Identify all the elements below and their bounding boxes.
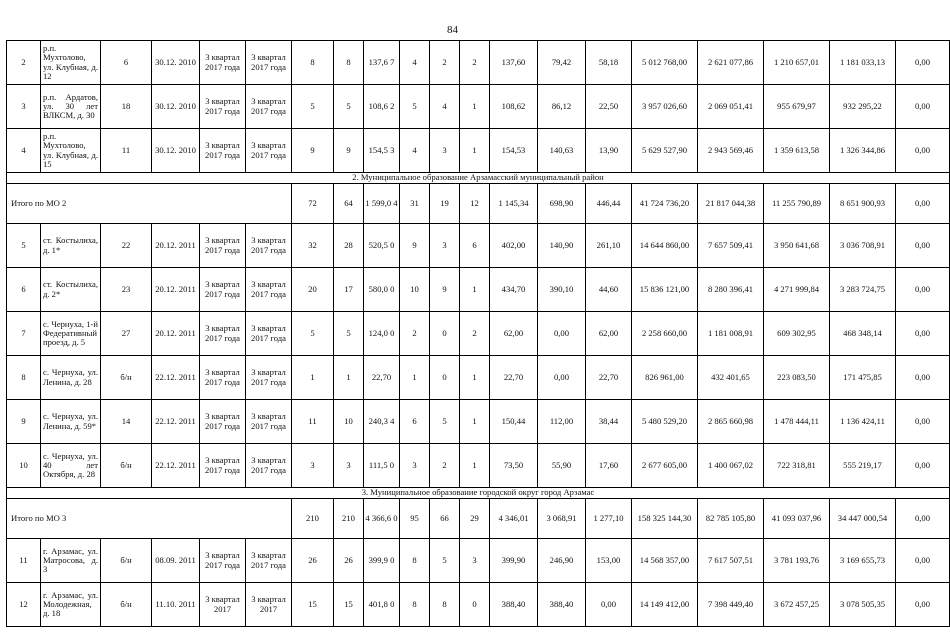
actual-resettlement: 3 квартал 2017 [246,583,292,627]
rooms-municipal: 1 [460,268,490,312]
total-fund-cost: 21 817 044,38 [698,184,764,224]
total-cost: 14 644 860,00 [632,224,698,268]
total-local-cost: 8 651 900,93 [830,184,896,224]
resettled-area: 22,70 [490,356,538,400]
rooms-privately-owned: 2 [430,41,460,85]
extra-cost: 0,00 [896,356,950,400]
rooms-municipal: 1 [460,400,490,444]
actual-resettlement: 3 квартал 2017 года [246,268,292,312]
planned-resettlement: 3 квартал 2017 года [200,539,246,583]
private-area: 0,00 [538,356,586,400]
total-label: Итого по МО 3 [7,499,292,539]
row-number: 3 [7,85,41,129]
resettled-count: 26 [334,539,364,583]
rooms-privately-owned: 3 [430,129,460,173]
planned-resettlement: 3 квартал 2017 года [200,400,246,444]
fund-cost: 7 657 509,41 [698,224,764,268]
total-rooms-total: 95 [400,499,430,539]
total-area: 111,5 0 [364,444,400,488]
total-total-area: 1 599,0 4 [364,184,400,224]
total-fund-cost: 82 785 105,80 [698,499,764,539]
local-cost: 1 326 344,86 [830,129,896,173]
planned-resettlement: 3 квартал 2017 года [200,268,246,312]
private-area: 140,90 [538,224,586,268]
total-label: Итого по МО 2 [7,184,292,224]
resettled-area: 108,62 [490,85,538,129]
rooms-privately-owned: 2 [430,444,460,488]
address: р.п. Мухтолово, ул. Клубная, д. 12 [41,41,101,85]
residents-count: 1 [292,356,334,400]
extra-cost: 0,00 [896,224,950,268]
table-row [7,400,950,444]
planned-resettlement: 3 квартал 2017 года [200,312,246,356]
house-number: 23 [101,268,152,312]
total-cost: 5 012 768,00 [632,41,698,85]
planned-resettlement: 3 квартал 2017 года [200,41,246,85]
section-title: 3. Муниципальное образование городской округ город Арзамас [7,488,950,499]
section-header-row [7,173,950,184]
table-row [7,356,950,400]
municipal-area: 17,60 [586,444,632,488]
table-row [7,444,950,488]
actual-resettlement: 3 квартал 2017 года [246,356,292,400]
row-number: 9 [7,400,41,444]
municipal-area: 261,10 [586,224,632,268]
total-cost: 2 677 605,00 [632,444,698,488]
extra-cost: 0,00 [896,41,950,85]
municipal-area: 22,70 [586,356,632,400]
total-municipal-area: 1 277,10 [586,499,632,539]
rooms-total: 2 [400,312,430,356]
resettled-count: 1 [334,356,364,400]
address: ст. Костылиха, д. 2* [41,268,101,312]
total-residents-count: 210 [292,499,334,539]
rooms-municipal: 2 [460,312,490,356]
recognition-date: 20.12. 2011 [152,312,200,356]
actual-resettlement: 3 квартал 2017 года [246,444,292,488]
total-rooms-municipal: 29 [460,499,490,539]
section-header-row [7,488,950,499]
resettled-area: 62,00 [490,312,538,356]
rooms-municipal: 3 [460,539,490,583]
extra-cost: 0,00 [896,129,950,173]
rooms-privately-owned: 0 [430,312,460,356]
fund-cost: 1 400 067,02 [698,444,764,488]
regional-cost: 3 781 193,76 [764,539,830,583]
extra-cost: 0,00 [896,312,950,356]
page-number: 84 [447,24,458,36]
rooms-municipal: 2 [460,41,490,85]
total-total-cost: 158 325 144,30 [632,499,698,539]
rooms-privately-owned: 8 [430,583,460,627]
extra-cost: 0,00 [896,583,950,627]
regional-cost: 1 359 613,58 [764,129,830,173]
house-number: б/н [101,356,152,400]
rooms-municipal: 1 [460,129,490,173]
fund-cost: 7 398 449,40 [698,583,764,627]
private-area: 388,40 [538,583,586,627]
total-rooms-privately-owned: 19 [430,184,460,224]
table-row [7,312,950,356]
fund-cost: 2 943 569,46 [698,129,764,173]
section-title: 2. Муниципальное образование Арзамасский муниципальный район [7,173,950,184]
total-municipal-area: 446,44 [586,184,632,224]
house-number: 14 [101,400,152,444]
total-area: 580,0 0 [364,268,400,312]
municipal-area: 58,18 [586,41,632,85]
total-total-cost: 41 724 736,20 [632,184,698,224]
total-extra-cost: 0,00 [896,184,950,224]
fund-cost: 432 401,65 [698,356,764,400]
address: с. Чернуха, ул. Ленина, д. 59* [41,400,101,444]
table-row [7,583,950,627]
residents-count: 11 [292,400,334,444]
private-area: 86,12 [538,85,586,129]
row-number: 12 [7,583,41,627]
recognition-date: 08.09. 2011 [152,539,200,583]
private-area: 79,42 [538,41,586,85]
rooms-total: 4 [400,129,430,173]
municipal-area: 153,00 [586,539,632,583]
table-row [7,129,950,173]
table-row [7,85,950,129]
regional-cost: 223 083,50 [764,356,830,400]
planned-resettlement: 3 квартал 2017 года [200,129,246,173]
total-regional-cost: 41 093 037,96 [764,499,830,539]
table-row [7,224,950,268]
total-rooms-municipal: 12 [460,184,490,224]
recognition-date: 20.12. 2011 [152,268,200,312]
house-number: 6 [101,41,152,85]
regional-cost: 722 318,81 [764,444,830,488]
rooms-privately-owned: 4 [430,85,460,129]
total-local-cost: 34 447 000,54 [830,499,896,539]
local-cost: 1 136 424,11 [830,400,896,444]
section-total-row [7,184,950,224]
extra-cost: 0,00 [896,400,950,444]
total-cost: 826 961,00 [632,356,698,400]
row-number: 2 [7,41,41,85]
table-body [7,41,950,627]
resettled-count: 28 [334,224,364,268]
recognition-date: 22.12. 2011 [152,356,200,400]
regional-cost: 3 672 457,25 [764,583,830,627]
address: с. Чернуха, 1-й Федеративный проезд, д. 5 [41,312,101,356]
residents-count: 3 [292,444,334,488]
recognition-date: 11.10. 2011 [152,583,200,627]
planned-resettlement: 3 квартал 2017 года [200,356,246,400]
total-regional-cost: 11 255 790,89 [764,184,830,224]
resettled-count: 17 [334,268,364,312]
total-resettled-area: 1 145,34 [490,184,538,224]
row-number: 8 [7,356,41,400]
total-private-area: 698,90 [538,184,586,224]
rooms-total: 1 [400,356,430,400]
municipal-area: 62,00 [586,312,632,356]
address: с. Чернуха, ул. 40 лет Октября, д. 28 [41,444,101,488]
municipal-area: 44,60 [586,268,632,312]
total-residents-count: 72 [292,184,334,224]
planned-resettlement: 3 квартал 2017 [200,583,246,627]
residents-count: 8 [292,41,334,85]
municipal-area: 13,90 [586,129,632,173]
rooms-total: 9 [400,224,430,268]
resettled-area: 150,44 [490,400,538,444]
total-cost: 14 149 412,00 [632,583,698,627]
total-cost: 15 836 121,00 [632,268,698,312]
total-area: 399,9 0 [364,539,400,583]
private-area: 390,10 [538,268,586,312]
rooms-municipal: 1 [460,444,490,488]
resettled-count: 10 [334,400,364,444]
house-number: 27 [101,312,152,356]
private-area: 140,63 [538,129,586,173]
municipal-area: 38,44 [586,400,632,444]
planned-resettlement: 3 квартал 2017 года [200,85,246,129]
local-cost: 3 036 708,91 [830,224,896,268]
total-rooms-total: 31 [400,184,430,224]
resettled-area: 137,60 [490,41,538,85]
total-area: 22,70 [364,356,400,400]
row-number: 7 [7,312,41,356]
row-number: 5 [7,224,41,268]
house-number: б/н [101,583,152,627]
extra-cost: 0,00 [896,85,950,129]
resettled-count: 5 [334,312,364,356]
rooms-total: 10 [400,268,430,312]
residents-count: 32 [292,224,334,268]
extra-cost: 0,00 [896,268,950,312]
house-number: 22 [101,224,152,268]
address: г. Арзамас, ул. Молодежная, д. 18 [41,583,101,627]
rooms-municipal: 1 [460,356,490,400]
row-number: 11 [7,539,41,583]
regional-cost: 955 679,97 [764,85,830,129]
recognition-date: 30.12. 2010 [152,41,200,85]
residents-count: 9 [292,129,334,173]
rooms-total: 8 [400,539,430,583]
recognition-date: 22.12. 2011 [152,444,200,488]
resettled-count: 8 [334,41,364,85]
municipal-area: 22,50 [586,85,632,129]
resettled-area: 73,50 [490,444,538,488]
resettled-area: 402,00 [490,224,538,268]
rooms-municipal: 1 [460,85,490,129]
local-cost: 1 181 033,13 [830,41,896,85]
private-area: 112,00 [538,400,586,444]
actual-resettlement: 3 квартал 2017 года [246,41,292,85]
actual-resettlement: 3 квартал 2017 года [246,224,292,268]
local-cost: 171 475,85 [830,356,896,400]
rooms-privately-owned: 5 [430,539,460,583]
recognition-date: 22.12. 2011 [152,400,200,444]
rooms-privately-owned: 5 [430,400,460,444]
fund-cost: 2 865 660,98 [698,400,764,444]
total-area: 137,6 7 [364,41,400,85]
resettled-area: 399,90 [490,539,538,583]
total-cost: 3 957 026,60 [632,85,698,129]
rooms-total: 8 [400,583,430,627]
row-number: 6 [7,268,41,312]
address: р.п. Мухтолово, ул. Клубная, д. 15 [41,129,101,173]
total-area: 240,3 4 [364,400,400,444]
row-number: 4 [7,129,41,173]
local-cost: 3 078 505,35 [830,583,896,627]
total-area: 401,8 0 [364,583,400,627]
rooms-privately-owned: 0 [430,356,460,400]
residents-count: 26 [292,539,334,583]
recognition-date: 30.12. 2010 [152,85,200,129]
resettled-count: 3 [334,444,364,488]
address: ст. Костылиха, д. 1* [41,224,101,268]
total-area: 124,0 0 [364,312,400,356]
local-cost: 3 169 655,73 [830,539,896,583]
recognition-date: 30.12. 2010 [152,129,200,173]
fund-cost: 7 617 507,51 [698,539,764,583]
resettled-area: 388,40 [490,583,538,627]
table-row [7,41,950,85]
regional-cost: 1 210 657,01 [764,41,830,85]
house-number: б/н [101,539,152,583]
total-rooms-privately-owned: 66 [430,499,460,539]
house-number: 11 [101,129,152,173]
resettled-area: 154,53 [490,129,538,173]
residents-count: 5 [292,85,334,129]
rooms-total: 3 [400,444,430,488]
private-area: 246,90 [538,539,586,583]
rooms-total: 5 [400,85,430,129]
actual-resettlement: 3 квартал 2017 года [246,539,292,583]
resettlement-table-sheet [6,40,931,627]
total-extra-cost: 0,00 [896,499,950,539]
private-area: 0,00 [538,312,586,356]
row-number: 10 [7,444,41,488]
rooms-total: 4 [400,41,430,85]
extra-cost: 0,00 [896,539,950,583]
residents-count: 5 [292,312,334,356]
planned-resettlement: 3 квартал 2017 года [200,224,246,268]
resettled-count: 9 [334,129,364,173]
residents-count: 15 [292,583,334,627]
address: г. Арзамас, ул. Матросова, д. 3 [41,539,101,583]
address: с. Чернуха, ул. Ленина, д. 28 [41,356,101,400]
municipal-area: 0,00 [586,583,632,627]
regional-cost: 1 478 444,11 [764,400,830,444]
private-area: 55,90 [538,444,586,488]
regional-cost: 3 950 641,68 [764,224,830,268]
recognition-date: 20.12. 2011 [152,224,200,268]
local-cost: 555 219,17 [830,444,896,488]
fund-cost: 2 069 051,41 [698,85,764,129]
local-cost: 3 283 724,75 [830,268,896,312]
total-area: 108,6 2 [364,85,400,129]
planned-resettlement: 3 квартал 2017 года [200,444,246,488]
section-total-row [7,499,950,539]
rooms-municipal: 0 [460,583,490,627]
house-number: 18 [101,85,152,129]
total-area: 520,5 0 [364,224,400,268]
table-row [7,539,950,583]
residents-count: 20 [292,268,334,312]
house-number: б/н [101,444,152,488]
resettled-count: 15 [334,583,364,627]
total-private-area: 3 068,91 [538,499,586,539]
total-cost: 5 480 529,20 [632,400,698,444]
resettlement-table [6,40,950,627]
resettled-area: 434,70 [490,268,538,312]
fund-cost: 1 181 008,91 [698,312,764,356]
total-resettled-count: 210 [334,499,364,539]
resettled-count: 5 [334,85,364,129]
actual-resettlement: 3 квартал 2017 года [246,400,292,444]
total-resettled-count: 64 [334,184,364,224]
fund-cost: 8 280 396,41 [698,268,764,312]
total-cost: 2 258 660,00 [632,312,698,356]
rooms-privately-owned: 9 [430,268,460,312]
rooms-privately-owned: 3 [430,224,460,268]
total-cost: 14 568 357,00 [632,539,698,583]
table-row [7,268,950,312]
local-cost: 932 295,22 [830,85,896,129]
actual-resettlement: 3 квартал 2017 года [246,312,292,356]
rooms-municipal: 6 [460,224,490,268]
total-resettled-area: 4 346,01 [490,499,538,539]
actual-resettlement: 3 квартал 2017 года [246,129,292,173]
extra-cost: 0,00 [896,444,950,488]
address: р.п. Ардатов, ул. 30 лет ВЛКСМ, д. 30 [41,85,101,129]
total-total-area: 4 366,6 0 [364,499,400,539]
total-area: 154,5 3 [364,129,400,173]
local-cost: 468 348,14 [830,312,896,356]
regional-cost: 4 271 999,84 [764,268,830,312]
actual-resettlement: 3 квартал 2017 года [246,85,292,129]
fund-cost: 2 621 077,86 [698,41,764,85]
regional-cost: 609 302,95 [764,312,830,356]
rooms-total: 6 [400,400,430,444]
total-cost: 5 629 527,90 [632,129,698,173]
